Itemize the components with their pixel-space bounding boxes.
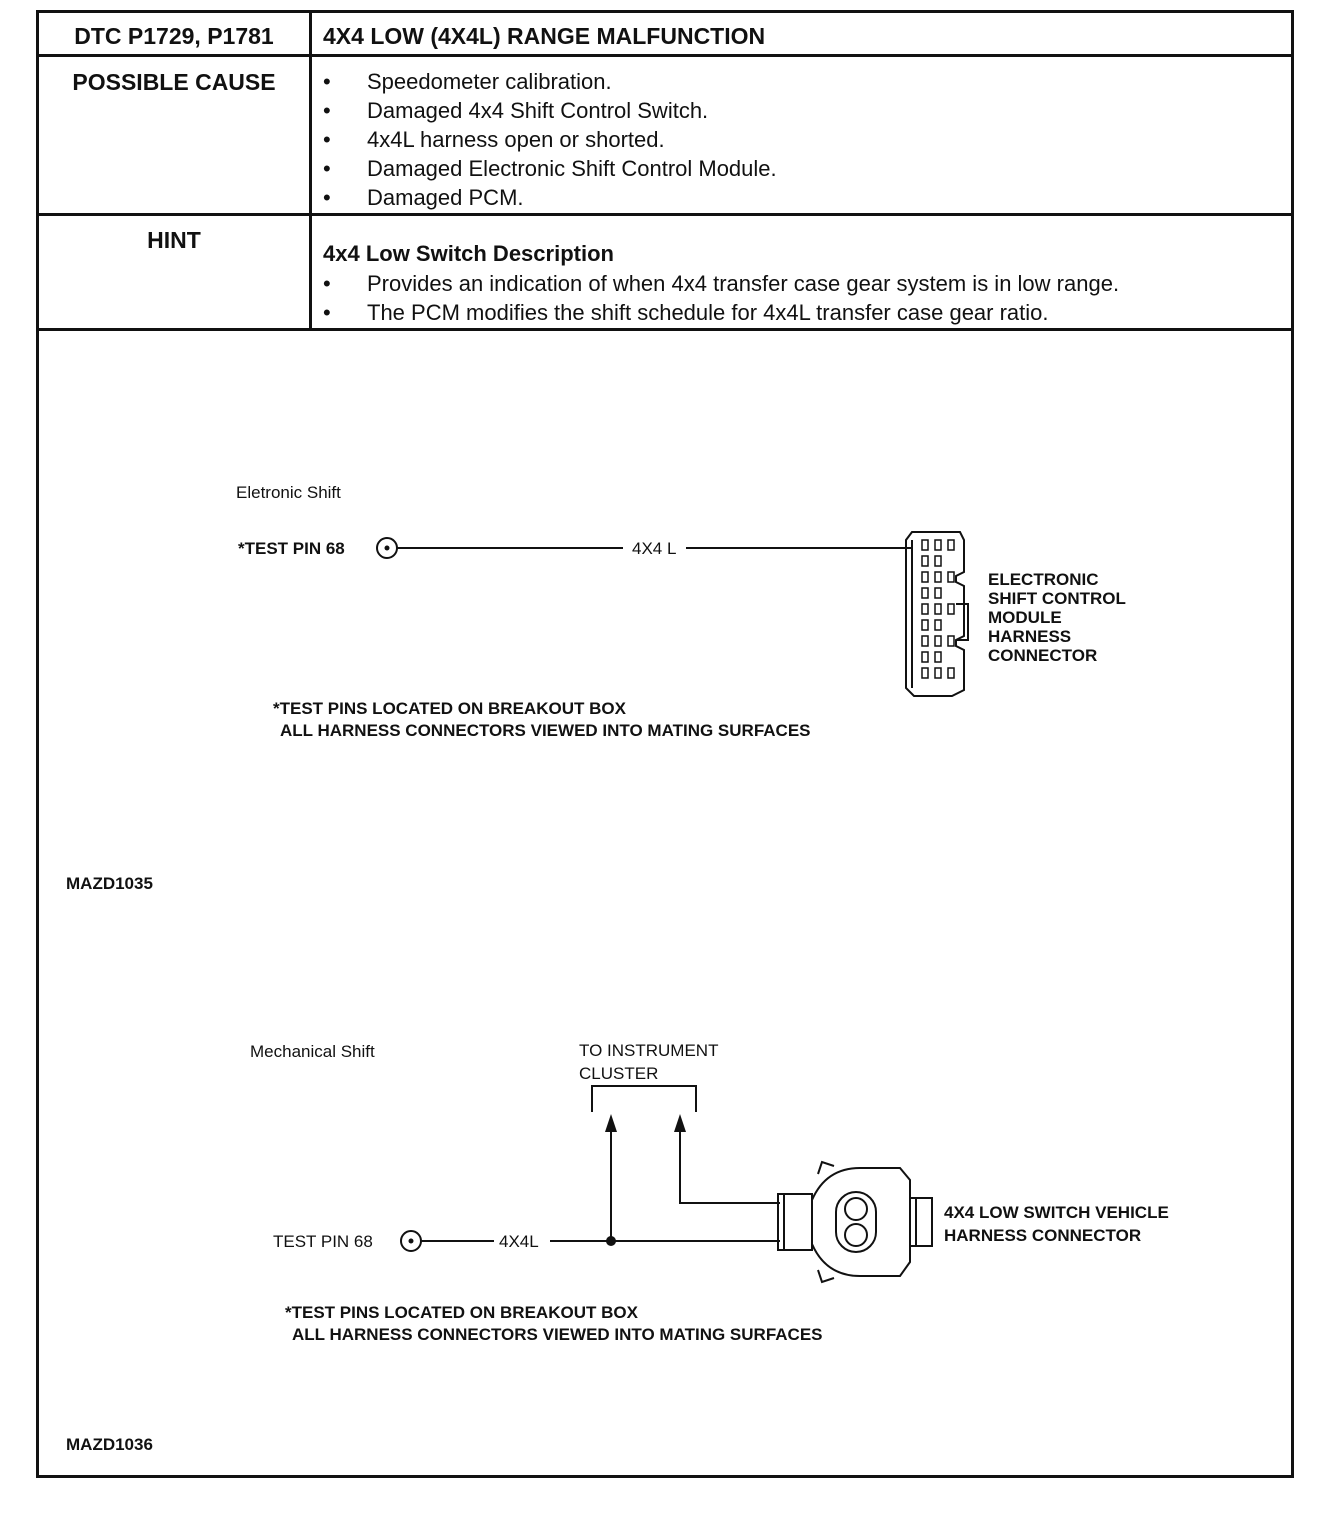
splice-dot <box>606 1236 616 1246</box>
list-item: • 4x4L harness open or shorted. <box>323 127 665 152</box>
test-pin-note: *TEST PINS LOCATED ON BREAKOUT BOX ALL HARNESS CONNECTORS VIEWED INTO MATING SURFACES <box>285 1303 823 1344</box>
list-item: • Damaged Electronic Shift Control Module. <box>323 156 777 181</box>
electronic-shift-heading: Eletronic Shift <box>236 483 341 502</box>
list-item: • Damaged 4x4 Shift Control Switch. <box>323 98 709 123</box>
possible-cause-label: POSSIBLE CAUSE <box>72 69 276 95</box>
cluster-bracket <box>592 1086 696 1112</box>
shift-control-module-connector <box>906 532 968 696</box>
wire-4x4l-mechanical <box>421 1128 780 1241</box>
test-pin-symbol <box>377 538 397 558</box>
arrow-to-cluster <box>605 1114 686 1132</box>
test-pin-note: *TEST PINS LOCATED ON BREAKOUT BOX ALL HARNESS CONNECTORS VIEWED INTO MATING SURFACES <box>273 699 811 740</box>
wire-label: 4X4L <box>499 1232 539 1251</box>
page-title: 4X4 LOW (4X4L) RANGE MALFUNCTION <box>323 23 766 49</box>
test-pin-symbol <box>401 1231 421 1251</box>
hint-label: HINT <box>147 227 201 253</box>
hint-subtitle: 4x4 Low Switch Description <box>323 241 614 266</box>
test-pin-label: *TEST PIN 68 <box>238 539 345 558</box>
instrument-cluster-label: TO INSTRUMENT CLUSTER <box>579 1041 719 1083</box>
list-item: • Speedometer calibration. <box>323 69 612 94</box>
module-connector-label: ELECTRONIC SHIFT CONTROL MODULE HARNESS CONNECTOR <box>988 570 1126 665</box>
switch-connector-label: 4X4 LOW SWITCH VEHICLE HARNESS CONNECTOR <box>944 1203 1169 1245</box>
4x4-low-switch-connector <box>778 1162 932 1282</box>
test-pin-label: TEST PIN 68 <box>273 1232 373 1251</box>
figure-id: MAZD1036 <box>66 1435 153 1454</box>
dtc-label: DTC P1729, P1781 <box>74 23 274 49</box>
list-item: • Damaged PCM. <box>323 185 524 210</box>
mechanical-shift-heading: Mechanical Shift <box>250 1042 375 1061</box>
figure-id: MAZD1035 <box>66 874 153 893</box>
list-item: • Provides an indication of when 4x4 transfer case gear system is in low range. <box>323 271 1120 296</box>
wire-label: 4X4 L <box>628 539 680 559</box>
list-item: • The PCM modifies the shift schedule for 4x4L transfer case gear ratio. <box>323 300 1049 325</box>
